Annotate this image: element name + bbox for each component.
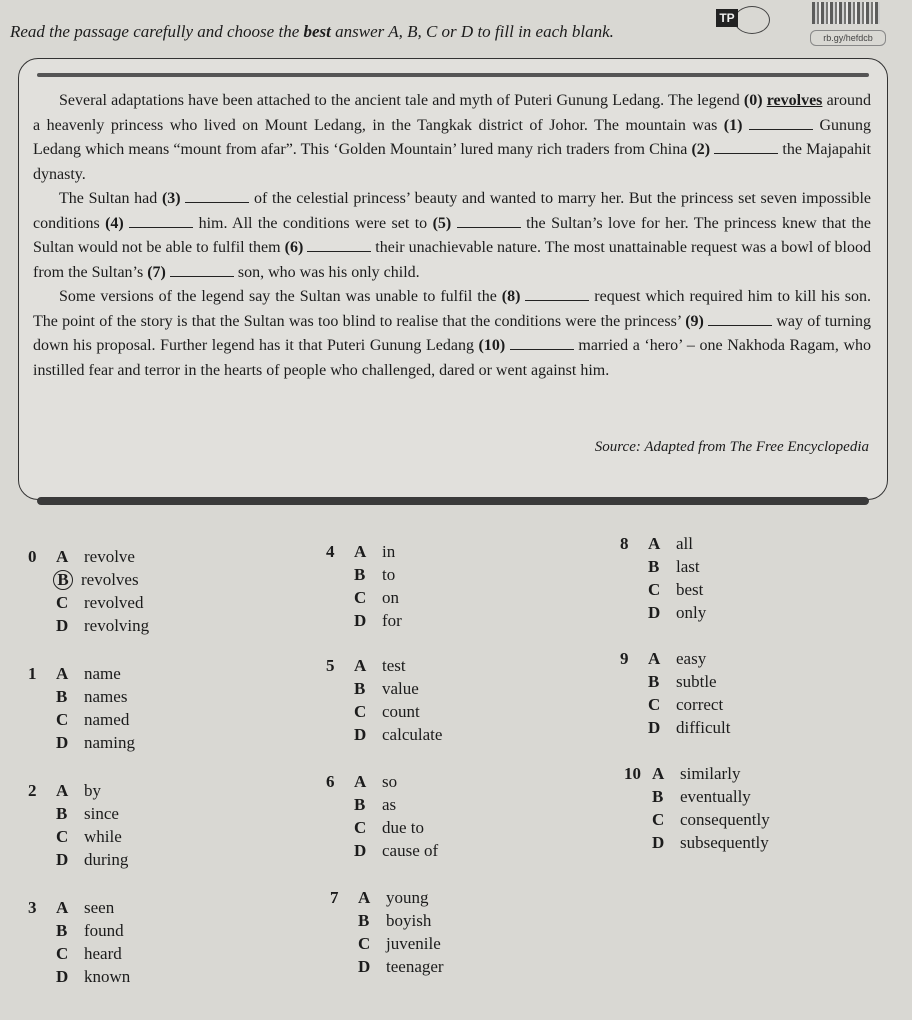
option-1b[interactable]: names (84, 687, 128, 706)
tp-circle-icon (734, 6, 770, 34)
option-10b[interactable]: eventually (680, 787, 751, 806)
option-4b[interactable]: to (382, 565, 396, 584)
question-9: 9 A easy B subtle C correct D difficult (620, 649, 731, 737)
option-3d[interactable]: known (84, 967, 131, 986)
option-10d[interactable]: subsequently (680, 833, 769, 852)
option-2d[interactable]: during (84, 850, 129, 869)
instruction: Read the passage carefully and choose the best answer A, B, C or D to fill in each blank. (10, 22, 614, 41)
option-0d[interactable]: revolving (84, 616, 150, 635)
question-1: 1 A name B names C named D naming (28, 664, 135, 752)
option-9d[interactable]: difficult (676, 718, 731, 737)
question-6: 6 A so B as C due to D cause of (326, 772, 439, 860)
option-9a[interactable]: easy (676, 649, 707, 668)
question-5: 5 A test B value C count D calculate (326, 656, 443, 744)
blank-7 (170, 262, 234, 277)
paragraph-2: The Sultan had (3) of the celestial princess’ beauty and wanted to marry her. But the princess set seven impossible conditions (4) him. All the conditions were set to (5) the Sultan’s love for her. The princess knew that the Sultan would not be able to fulfil them (6) their unachievable nature. The most unattainable request was a bowl of blood from the Sultan’s (7) son, who was his only child. (33, 190, 872, 281)
option-7d[interactable]: teenager (386, 957, 444, 976)
option-8d[interactable]: only (676, 603, 707, 622)
option-9c[interactable]: correct (676, 695, 724, 714)
question-7: 7 A young B boyish C juvenile D teenager (330, 888, 444, 976)
example-answer: revolves (766, 92, 823, 109)
qr-caption: rb.gy/hefdcb (810, 30, 886, 46)
question-2: 2 A by B since C while D during (28, 781, 129, 869)
question-4: 4 A in B to C on D for (326, 542, 402, 630)
option-7b[interactable]: boyish (386, 911, 432, 930)
blank-1 (749, 115, 813, 130)
option-8b[interactable]: last (676, 557, 700, 576)
blank-6 (307, 237, 371, 252)
qr-code-icon (812, 2, 880, 24)
option-1a[interactable]: name (84, 664, 121, 683)
option-6b[interactable]: as (382, 795, 397, 814)
option-8a[interactable]: all (676, 534, 693, 553)
option-2b[interactable]: since (84, 804, 119, 823)
paragraph-1: Several adaptations have been attached to the ancient tale and myth of Puteri Gunung Ledang. The legend (0) revolves around a heavenly princess who lived on Mount Ledang, in the Tangkak district of Johor. The mountain was (1) Gunung Ledang which means “mount from afar”. This ‘Golden Mountain’ lured many rich traders from China (2) the Majapahit dynasty. (33, 92, 872, 183)
option-0a[interactable]: revolve (84, 547, 135, 566)
option-5b[interactable]: value (382, 679, 419, 698)
option-3c[interactable]: heard (84, 944, 122, 963)
option-6d[interactable]: cause of (382, 841, 439, 860)
option-7c[interactable]: juvenile (386, 934, 441, 953)
passage-box (18, 58, 888, 500)
option-7a[interactable]: young (386, 888, 429, 907)
question-8: 8 A all B last C best D only (620, 534, 707, 622)
option-4c[interactable]: on (382, 588, 399, 607)
option-3a[interactable]: seen (84, 898, 115, 917)
option-5a[interactable]: test (382, 656, 406, 675)
option-1c[interactable]: named (84, 710, 130, 729)
option-1d[interactable]: naming (84, 733, 135, 752)
paragraph-3: Some versions of the legend say the Sultan was unable to fulfil the (8) request which required him to kill his son. The point of the story is that the Sultan was too blind to realise that the conditions were the princess’ (9) way of turning down his proposal. Further legend has it that Puteri Gunung Ledang (10) married a ‘hero’ – one Nakhoda Ragam, who instilled fear and terror in the hearts of people who challenged, dared or went against him. (33, 288, 872, 379)
blank-3 (185, 188, 249, 203)
option-9b[interactable]: subtle (676, 672, 717, 691)
question-0: 0 A revolve B revolves C revolved D revolving (28, 547, 150, 635)
option-6a[interactable]: so (382, 772, 398, 791)
option-8c[interactable]: best (676, 580, 704, 599)
option-5d[interactable]: calculate (382, 725, 443, 744)
blank-9 (708, 311, 772, 326)
option-3b[interactable]: found (84, 921, 124, 940)
circled-answer-icon: B (53, 570, 73, 590)
option-4d[interactable]: for (382, 611, 402, 630)
option-6c[interactable]: due to (382, 818, 425, 837)
option-0b[interactable]: revolves (81, 570, 139, 589)
option-2c[interactable]: while (84, 827, 122, 846)
option-5c[interactable]: count (382, 702, 420, 721)
blank-5 (457, 213, 521, 228)
blank-4 (129, 213, 193, 228)
source-citation: Source: Adapted from The Free Encyclopedia (594, 439, 869, 455)
question-3: 3 A seen B found C heard D known (28, 898, 131, 986)
passage-top-bar (37, 73, 869, 77)
blank-8 (525, 286, 589, 301)
blank-10 (510, 335, 574, 350)
passage-text (33, 89, 871, 383)
option-10a[interactable]: similarly (680, 764, 741, 783)
option-10c[interactable]: consequently (680, 810, 770, 829)
tp-badge: TP (716, 9, 738, 27)
option-2a[interactable]: by (84, 781, 101, 800)
passage-bottom-bar (37, 497, 869, 505)
option-4a[interactable]: in (382, 542, 396, 561)
option-0c[interactable]: revolved (84, 593, 144, 612)
question-10: 10 A similarly B eventually C consequently D subsequently (624, 764, 770, 852)
blank-2 (714, 139, 778, 154)
